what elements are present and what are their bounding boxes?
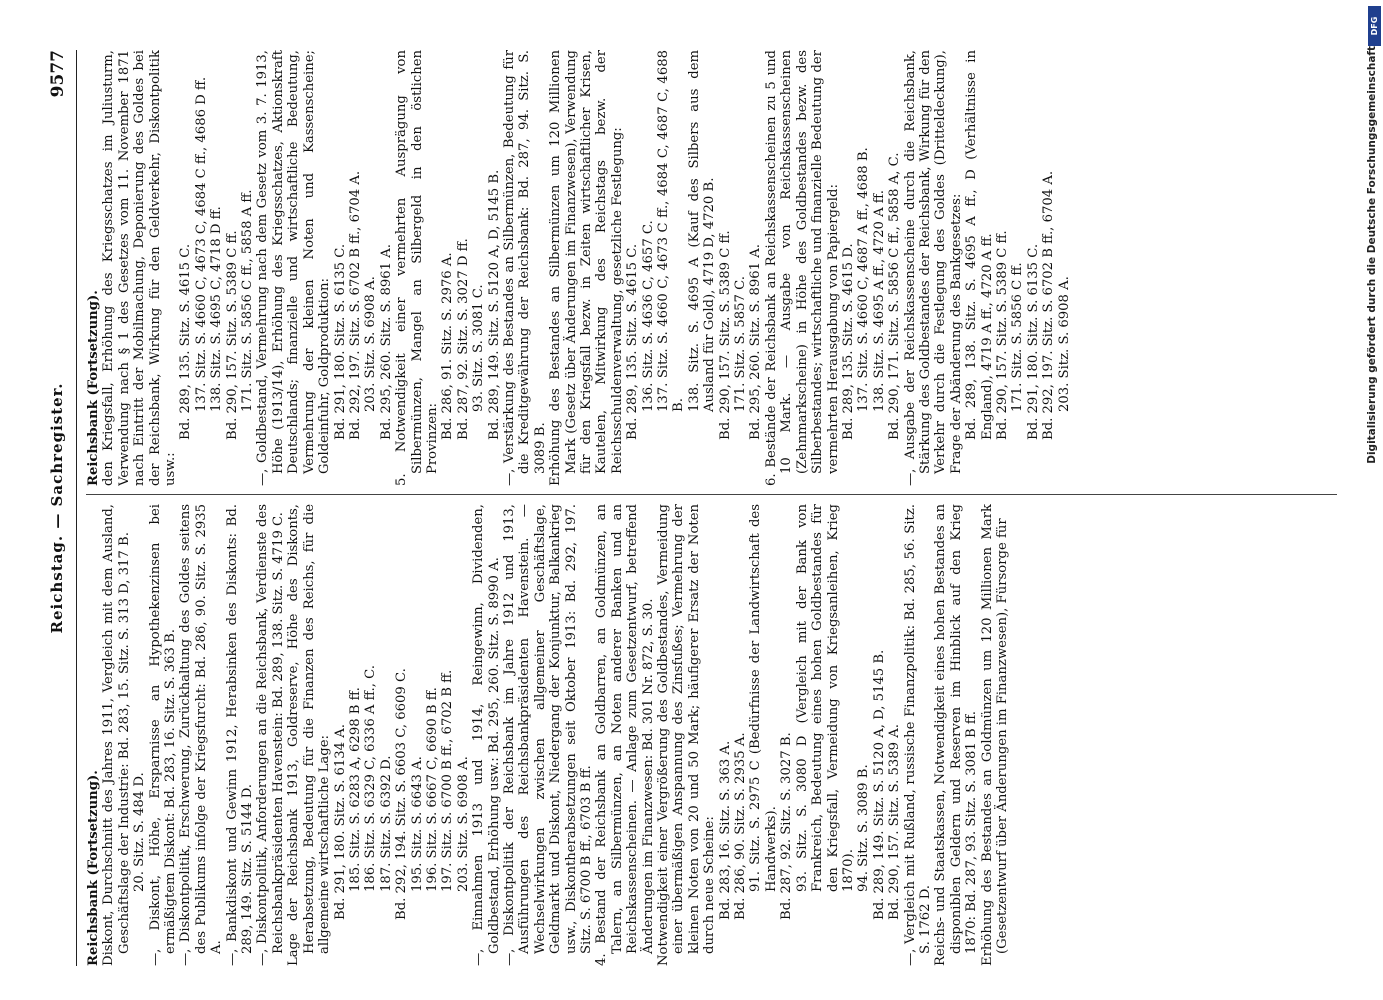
index-entry: Bd. 292, 197. Sitz. S. 6702 B ff., 6704 A. xyxy=(1041,170,1057,440)
dfg-logo-text: DFG xyxy=(1370,16,1379,36)
left-column xyxy=(86,504,1343,966)
index-entry: —, Diskontpolitik, Anforderungen an die Reichsbank, Verdienste des Reichsbankpräsidenten Havenstein: Bd. 289, 138. Sitz. S. 4719 C. xyxy=(255,504,286,966)
index-entry: 138. Sitz. S. 4695 C, 4718 D ff. xyxy=(209,206,225,412)
index-entry: 171. Sitz. S. 5857 C. xyxy=(733,276,749,412)
index-entry: Bd. 289, 135. Sitz. S. 4615 D. xyxy=(840,243,856,440)
index-entry: Bd. 286, 91. Sitz. S. 2976 A. xyxy=(440,252,456,440)
right-column xyxy=(86,50,1343,486)
index-entry: Bd. 287, 92. Sitz. S. 3027 D ff. xyxy=(455,238,471,440)
dfg-logo xyxy=(1368,6,1381,46)
running-title: Reichstag. — Sachregister. xyxy=(48,382,66,634)
index-entry: —, Goldbestand, Vermehrung nach dem Gesetz vom 3. 7. 1913, Höhe (1913/14), Erhöhung des Kriegsschatzes, Aktionskraft Deutschlands; finanzielle und wirtschaftliche Bedeutung, Vermehrung der kleinen Noten und Kassenscheine; Goldeinfuhr, Goldproduktion: xyxy=(255,50,333,486)
index-entry: Bd. 291, 180. Sitz. S. 6135 C. xyxy=(332,243,348,440)
index-entry: Bd. 295, 260. Sitz. S. 8961 A. xyxy=(748,244,764,440)
index-entry: Bd. 289, 149. Sitz. S. 5120 A, D, 5145 B. xyxy=(871,649,887,920)
header-rule xyxy=(76,50,77,966)
index-entry: 93. Sitz. S. 3081 C. xyxy=(471,284,487,412)
index-entry: 185. Sitz. S. 6283 A, 6298 B ff. xyxy=(347,687,363,892)
index-entry: 137. Sitz. S. 4660 C, 4673 C, 4684 C ff., 4686 D ff. xyxy=(193,76,209,412)
index-entry: Bd. 289, 135. Sitz. S. 4615 C. xyxy=(625,243,641,440)
index-entry: Erhöhung des Bestandes an Silbermünzen um 120 Millionen Mark (Gesetz über Änderungen im Finanzwesen), Verwendung für den Kriegsfall bezw. in Zeiten wirtschaftlicher Krisen, Kautelen, Mitwirkung des Reichstags bezw. der Reichsschuldenverwaltung, gesetzliche Festlegung: xyxy=(548,50,625,486)
column-divider xyxy=(86,494,1337,495)
index-entry: 91. Sitz. S. 2975 C (Bedürfnisse der Landwirtschaft des Handwerks). xyxy=(748,504,779,892)
index-entry: 138. Sitz. S. 4695 A ff., 4720 A ff. xyxy=(871,190,887,412)
index-entry: —, Ausgabe der Reichskassenscheine durch die Reichsbank, Stärkung des Goldbestandes der Reichsbank, Wirkung für den Verkehr durch die Festlegung des Goldes (Dritteldeckung), Frage der Abänderung des Bankgesetzes: xyxy=(902,50,964,486)
index-entry: —, Diskontpolitik, Erschwerung, Zurückhaltung des Goldes seitens des Publikums infolge der Kriegsfurcht: Bd. 286, 90. Sitz. S. 2935 A. xyxy=(178,504,225,966)
index-entry: Bd. 283, 16. Sitz. S. 363 A. xyxy=(717,740,733,920)
index-entry: 94. Sitz. S. 3089 B. xyxy=(856,764,872,892)
index-entry: 137. Sitz. S. 4660 C, 4673 C ff., 4684 C, 4687 C, 4688 B. xyxy=(656,50,687,412)
index-entry: 203. Sitz. S. 6908 A. xyxy=(455,756,471,892)
index-entry: 5. Notwendigkeit einer vermehrten Ausprägung von Silbermünzen, Mangel an Silbergeld in den östlichen Provinzen: xyxy=(394,50,440,486)
index-entry: 186. Sitz. S. 6329 C, 6336 A ff., C. xyxy=(363,665,379,892)
index-entry: Bd. 292, 194. Sitz. S. 6603 C, 6609 C. xyxy=(394,668,410,920)
index-entry: Bd. 290, 157. Sitz. S. 5389 C ff. xyxy=(717,230,733,440)
index-entry: —, Verstärkung des Bestandes an Silbermünzen, Bedeutung für die Kreditgewährung der Reichsbank: Bd. 287, 94. Sitz. S. 3089 B. xyxy=(501,50,548,486)
index-entry: den Kriegsfall, Erhöhung des Kriegsschatzes im Juliusturm, Verwendung nach § 1 des Gesetzes vom 11. November 1871 nach Eintritt der Mobilmachung, Deponierung des Goldes bei der Reichsbank, Wirkung für den Geldverkehr, Diskontpolitik usw.: xyxy=(101,50,179,486)
index-entry: 4. Bestand der Reichsbank an Goldbarren, an Goldmünzen, an Talern, an Silbermünzen, an Noten anderer Banken und an Reichskassenscheinen. — Anlage zum Gesetzentwurf, betreffend Änderungen im Finanzwesen: Bd. 301 Nr. 872, S. 30. xyxy=(594,504,656,966)
index-entry: 171. Sitz. S. 5856 C ff. xyxy=(1010,262,1026,412)
index-entry: Bd. 290, 157. Sitz. S. 5389 C ff. xyxy=(224,230,240,440)
index-entry: Bd. 290, 157. Sitz. S. 5389 C ff. xyxy=(994,230,1010,440)
index-entry: Bd. 292, 197. Sitz. S. 6702 B ff., 6704 A. xyxy=(347,170,363,440)
digitization-credit: Digitalisierung gefördert durch die Deutsche Forschungsgemeinschaft xyxy=(1366,46,1378,464)
index-entry: Notwendigkeit einer Vergrößerung des Goldbestandes, Vermeidung einer übermäßigen Anspannung des Zinsfußes; Vermehrung der kleinen Noten von 20 und 50 Mark; häufigerer Ersatz der Noten durch neue Scheine: xyxy=(656,504,718,966)
index-entry: Bd. 290, 157. Sitz. S. 5389 A. xyxy=(887,724,903,920)
index-entry: Erhöhung des Bestandes an Goldmünzen um 120 Millionen Mark (Gesetzentwurf über Änderungen im Finanzwesen), Fürsorge für xyxy=(979,504,1010,966)
index-entry: 20. Sitz. S. 484 D. xyxy=(132,772,148,892)
index-entry: —, Diskontpolitik der Reichsbank im Jahre 1912 und 1913, Ausführungen des Reichsbankpräsidenten Havenstein. — Wechselwirkungen zwischen allgemeiner Geschäftslage, Geldmarkt und Diskont, Niedergang der Konjunktur, Balkankrieg usw., Diskontherabsetzungen seit Oktober 1913: Bd. 292, 197. Sitz. S. 6700 B ff., 6703 B ff. xyxy=(501,504,594,966)
index-entry: 196. Sitz. S. 6667 C, 6690 B ff. xyxy=(424,687,440,892)
index-entry: 195. Sitz. S. 6643 A. xyxy=(409,756,425,892)
index-entry: 136. Sitz. S. 4636 C, 4657 C. xyxy=(640,220,656,412)
index-entry: Bd. 287, 92. Sitz. S. 3027 B. xyxy=(779,732,795,920)
index-entry: —, Diskont, Höhe, Ersparnisse an Hypothekenzinsen bei ermäßigtem Diskont: Bd. 283, 16. Sitz. S. 363 B. xyxy=(147,504,179,966)
index-entry: Bd. 286, 90. Sitz. S. 2935 A. xyxy=(733,732,749,920)
index-entry: Lage der Reichsbank 1913, Goldreserve, Höhe des Diskonts, Herabsetzung, Bedeutung für die Finanzen des Reichs, für die allgemeine wirtschaftliche Lage: xyxy=(286,504,333,966)
index-entry: 171. Sitz. S. 5856 C ff., 5858 A ff. xyxy=(240,189,256,412)
index-entry: 187. Sitz. S. 6392 D. xyxy=(378,755,394,892)
index-entry: 203. Sitz. S. 6908 A. xyxy=(1056,276,1072,412)
index-entry: 6. Bestände der Reichsbank an Reichskassenscheinen zu 5 und 10 Mark. — Ausgabe von Reichskassenscheinen (Zehnmarkscheine) in Höhe des Goldbestandes bezw. des Silberbestandes; wirtschaftliche und finanzielle Bedeutung der vermehrten Herausgabung von Papiergeld: xyxy=(763,50,841,486)
index-entry: Bd. 291, 180. Sitz. S. 6134 A. xyxy=(332,724,348,920)
index-entry: Bd. 291, 180. Sitz. S. 6135 C. xyxy=(1025,243,1041,440)
index-entry: Diskont, Durchschnitt des Jahres 1911, Vergleich mit dem Ausland, Geschäftslage der Industrie: Bd. 283, 15. Sitz. S. 313 D, 317 B. xyxy=(101,504,132,966)
index-entry: 137. Sitz. S. 4660 C, 4687 A ff., 4688 B. xyxy=(856,147,872,412)
index-entry: 203. Sitz. S. 6908 A. xyxy=(363,276,379,412)
column-heading: Reichsbank (Fortsetzung). xyxy=(86,770,101,966)
index-entry: Bd. 295, 260. Sitz. S. 8961 A. xyxy=(378,244,394,440)
page-header xyxy=(48,50,74,966)
column-heading: Reichsbank (Fortsetzung). xyxy=(86,290,101,486)
index-entry: Bd. 289, 135. Sitz. S. 4615 C. xyxy=(178,243,194,440)
index-entry: Bd. 289, 149. Sitz. S. 5120 A, D, 5145 B. xyxy=(486,169,502,440)
index-entry: —, Bankdiskont und Gewinn 1912, Herabsinken des Diskonts: Bd. 289, 149. Sitz. S. 5144 D. xyxy=(224,504,256,966)
index-entry: Reichs- und Staatskassen, Notwendigkeit eines hohen Bestandes an disponiblen Geldern und Reserven im Hinblick auf den Krieg 1870: Bd. 287, 93. Sitz. S. 3081 B ff. xyxy=(933,504,980,966)
index-entry: 138. Sitz. S. 4695 A (Kauf des Silbers aus dem Ausland für Gold), 4719 D, 4720 B. xyxy=(686,50,718,412)
index-entry: Bd. 289, 138. Sitz. S. 4695 A ff., D (Verhältnisse in England), 4719 A ff., 4720 A ff. xyxy=(964,50,995,440)
index-entry: Bd. 290, 171. Sitz. S. 5856 C ff., 5858 A, C. xyxy=(887,152,903,440)
index-entry: 93. Sitz. S. 3080 D (Vergleich mit der Bank von Frankreich, Bedeutung eines hohen Goldbestandes für den Kriegsfall, Vermeidung von Kriegsanleihen, Krieg 1870). xyxy=(794,504,856,892)
sidebar xyxy=(1360,0,1382,1000)
index-entry: —, Einnahmen 1913 und 1914, Reingewinn, Dividenden, Goldbestand, Erhöhung usw.: Bd. 295, 260. Sitz. S. 8990 A. xyxy=(471,504,502,966)
page-number: 9577 xyxy=(48,50,68,98)
index-entry: 197. Sitz. S. 6700 B ff., 6702 B ff. xyxy=(440,669,456,892)
index-entry: —, Vergleich mit Rußland, russische Finanzpolitik: Bd. 285, 56. Sitz. S. 1762 D. xyxy=(902,504,933,966)
